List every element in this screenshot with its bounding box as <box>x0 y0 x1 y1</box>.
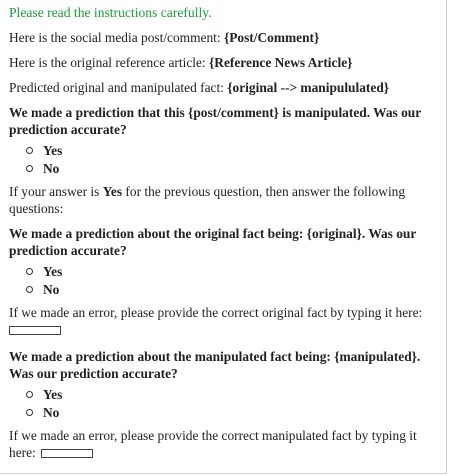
option-label: Yes <box>43 143 63 158</box>
q3-option-no[interactable] <box>26 404 446 421</box>
question-manipulated-fact: We made a prediction about the manipulated fact being: {manipulated}. Was our prediction accurate? <box>9 349 421 381</box>
option-label: No <box>43 282 60 297</box>
q3-options <box>9 386 446 421</box>
conditional-prefix: If your answer is <box>9 184 103 199</box>
post-line-label: Here is the social media post/comment: <box>9 30 224 45</box>
radio-icon[interactable] <box>26 268 33 275</box>
q1-option-yes[interactable] <box>26 142 446 159</box>
q2-option-no[interactable] <box>26 281 446 298</box>
instructions-text: Please read the instructions carefully. <box>9 5 212 20</box>
radio-icon[interactable] <box>26 147 33 154</box>
q1-option-no[interactable] <box>26 160 446 177</box>
option-label: Yes <box>43 264 63 279</box>
option-label: No <box>43 405 60 420</box>
radio-icon[interactable] <box>26 391 33 398</box>
q1-options <box>9 142 446 177</box>
original-error-prompt <box>9 304 446 338</box>
conditional-bold: Yes <box>102 184 123 199</box>
post-placeholder: {Post/Comment} <box>223 30 320 45</box>
option-label: No <box>43 161 60 176</box>
predicted-fact-label: Predicted original and manipulated fact: <box>9 80 228 95</box>
manipulated-error-prompt <box>9 427 446 461</box>
radio-icon[interactable] <box>26 286 33 293</box>
conditional-instruction <box>9 183 446 217</box>
article-line <box>9 54 446 71</box>
question-original-fact: We made a prediction about the original fact being: {original}. Was our prediction accurate? <box>9 226 417 258</box>
radio-icon[interactable] <box>26 165 33 172</box>
manipulated-error-label: If we made an error, please provide the correct manipulated fact by typing it here: <box>9 428 417 460</box>
original-error-label: If we made an error, please provide the correct original fact by typing it here: <box>9 305 423 320</box>
manipulated-fact-input[interactable] <box>41 449 93 458</box>
option-label: Yes <box>43 387 63 402</box>
radio-icon[interactable] <box>26 409 33 416</box>
post-line <box>9 29 446 46</box>
predicted-fact-line <box>9 79 446 96</box>
article-line-label: Here is the original reference article: <box>9 55 210 70</box>
conditional-suffix: for the previous question, then answer the following questions: <box>9 184 406 216</box>
question-manipulated: We made a prediction that this {post/comment} is manipulated. Was our prediction accurate? <box>9 105 421 137</box>
article-placeholder: {Reference News Article} <box>209 55 353 70</box>
q2-option-yes[interactable] <box>26 263 446 280</box>
predicted-fact-placeholder: {original --> manipululated} <box>227 80 390 95</box>
q3-option-yes[interactable] <box>26 386 446 403</box>
original-fact-input[interactable] <box>9 326 61 335</box>
q2-options <box>9 263 446 298</box>
